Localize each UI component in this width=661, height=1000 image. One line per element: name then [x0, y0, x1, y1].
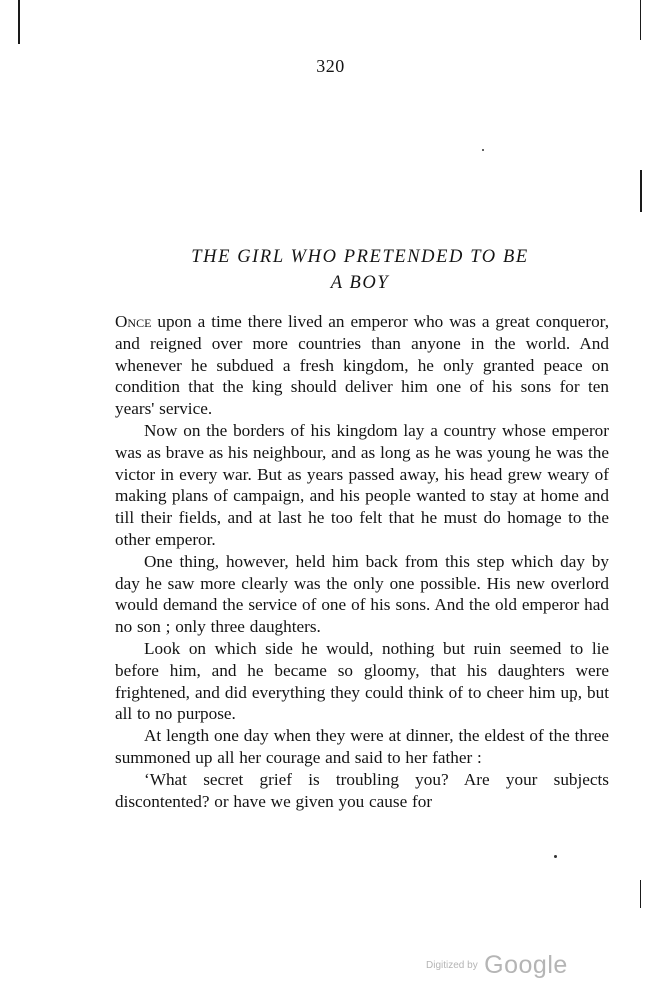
paragraph: Look on which side he would, nothing but ruin seemed to lie before him, and he became so gloomy, that his daughters were frightened, and did everything they could think of to cheer him up, but all to no purpose. [115, 638, 609, 724]
story-text [115, 311, 609, 812]
paragraph: ‘What secret grief is troubling you? Are your subjects discontented? or have we given you cause for [115, 769, 609, 811]
paragraph: One thing, however, held him back from this step which day by day he saw more clearly was the only one possible. His new overlord would demand the service of one of his sons. And the old emperor had no son ; only three daughters. [115, 551, 609, 637]
story-title-line-1: THE GIRL WHO PRETENDED TO BE [191, 247, 529, 267]
digitized-by-google-watermark [426, 951, 568, 980]
paragraph: At length one day when they were at dinner, the eldest of the three summoned up all her courage and said to her father : [115, 726, 609, 767]
scan-edge-line [640, 880, 641, 908]
paragraph [115, 311, 609, 420]
page-number: 320 [316, 56, 345, 76]
paragraph: Now on the borders of his kingdom lay a country whose emperor was as brave as his neighbour, and as long as he was young he was the victor in every war. But as years passed away, his head grew weary of making plans of campaign, and his people wanted to stay at home and till their fields, and at last he too felt that he must do homage to the other emperor. [115, 420, 609, 549]
opening-word: Once [115, 312, 152, 331]
paragraph-text: upon a time there lived an emperor who was a great conqueror, and reigned over more countries than anyone in the world. And whenever he subdued a fresh kingdom, he only granted peace on condition that the king should deliver him one of his sons for ten years' service. [115, 312, 609, 419]
story-title [100, 244, 620, 296]
scan-speck [554, 855, 557, 858]
scan-edge-line [640, 0, 641, 40]
scan-edge-line [640, 170, 642, 212]
google-logo: Google [484, 951, 568, 979]
scan-edge-line [18, 0, 20, 44]
story-title-line-2: A BOY [330, 273, 390, 293]
digitized-label: Digitized by [426, 960, 478, 971]
scan-speck [482, 149, 484, 151]
